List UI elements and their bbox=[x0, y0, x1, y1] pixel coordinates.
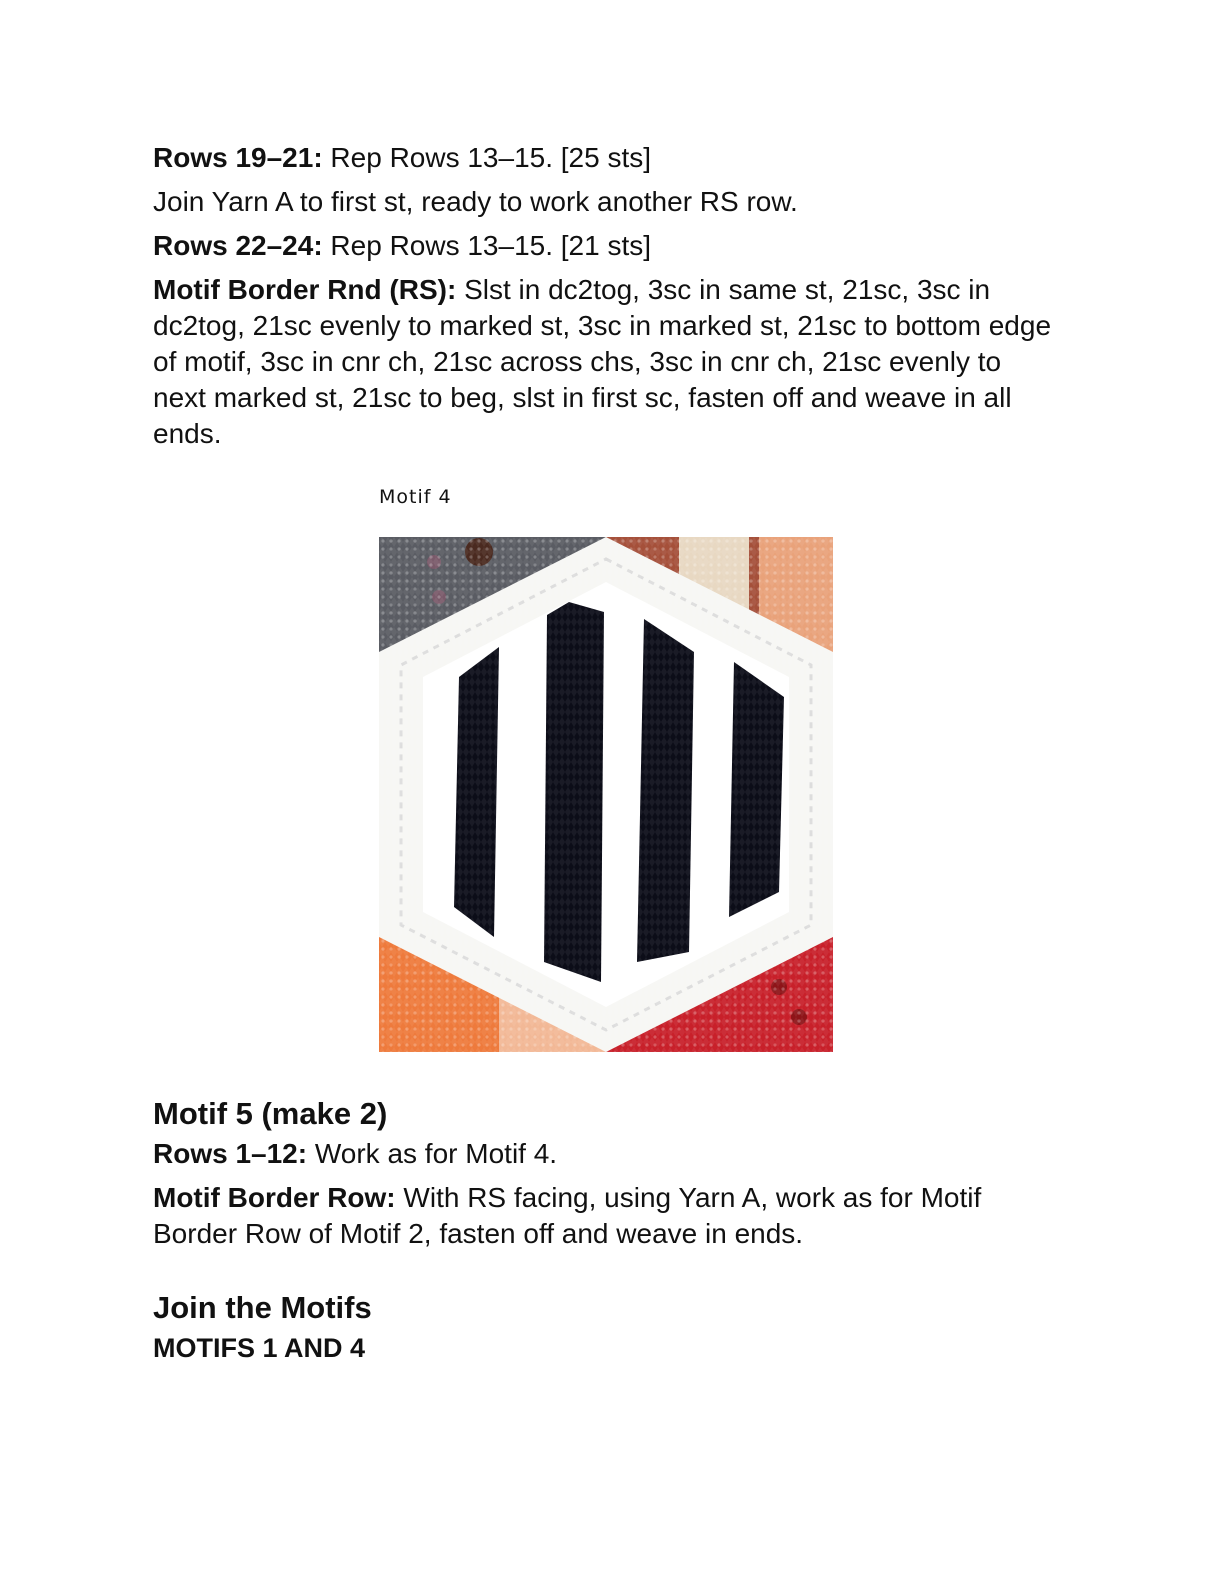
figure-caption: Motif 4 bbox=[379, 486, 452, 508]
motif-5-heading: Motif 5 (make 2) bbox=[153, 1096, 388, 1131]
row-label: Rows 1–12: bbox=[153, 1138, 308, 1169]
row-text: Slst in dc2tog, 3sc in same st, 21sc, 3sc in dc2tog, 21sc evenly to marked st, 3sc in marked st, 21sc to bottom edge of motif, 3sc in cnr ch, 21sc across chs, 3sc in cnr ch, 21sc evenly to next marked st, 21sc to beg, slst in first sc, fasten off and weave in all ends. bbox=[153, 274, 1052, 449]
row-label: Rows 22–24: bbox=[153, 230, 323, 261]
paragraph-rows-1-12 bbox=[153, 1136, 1053, 1172]
instructions-top bbox=[153, 140, 1053, 460]
join-motifs-subheading: MOTIFS 1 AND 4 bbox=[153, 1333, 366, 1363]
row-text: Rep Rows 13–15. [21 sts] bbox=[322, 230, 652, 261]
motif-4-photo bbox=[379, 537, 833, 1052]
paragraph-rows-22-24 bbox=[153, 228, 1053, 264]
join-motifs-heading: Join the Motifs bbox=[153, 1290, 372, 1325]
row-text: With RS facing, using Yarn A, work as for Motif Border Row of Motif 2, fasten off and weave in ends. bbox=[153, 1182, 982, 1249]
paragraph-motif-border-rnd bbox=[153, 272, 1053, 452]
row-text: Rep Rows 13–15. [25 sts] bbox=[322, 142, 652, 173]
motif-5-section bbox=[153, 1094, 1053, 1366]
paragraph-rows-19-21 bbox=[153, 140, 1053, 176]
paragraph-motif-border-row bbox=[153, 1180, 1053, 1252]
paragraph-join-yarn bbox=[153, 184, 1053, 220]
row-text: Work as for Motif 4. bbox=[307, 1138, 558, 1169]
row-label: Rows 19–21: bbox=[153, 142, 323, 173]
row-label: Motif Border Row: bbox=[153, 1182, 396, 1213]
row-label: Motif Border Rnd (RS): bbox=[153, 274, 457, 305]
row-text: Join Yarn A to first st, ready to work another RS row. bbox=[153, 186, 798, 217]
